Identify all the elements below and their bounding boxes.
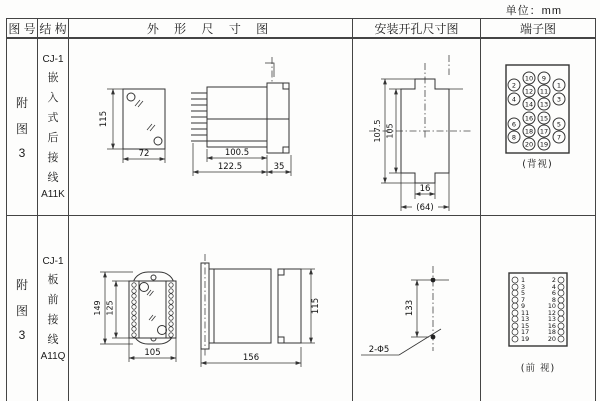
vertical-text-line: 线 <box>47 333 59 346</box>
dim-total-depth: 156 <box>242 353 260 363</box>
cutout-drawing-a11k <box>353 39 480 216</box>
dim-front-height: 115 <box>99 110 109 128</box>
terminal-num: 13 <box>547 315 556 324</box>
vertical-text-line: 板 <box>47 273 59 286</box>
vertical-text-line: 接 <box>47 313 59 326</box>
vertical-text-line: 附 <box>15 96 28 110</box>
dim-body-height: 125 <box>105 300 115 316</box>
header-figure-no: 图 号 <box>7 19 38 39</box>
terminal-num: 1 <box>556 81 562 90</box>
holes-drawing-a11q <box>353 216 480 401</box>
terminal-num: 19 <box>521 335 530 344</box>
terminal-num: 16 <box>547 322 556 331</box>
terminal-num: 3 <box>556 95 562 104</box>
dim-body-depth: 100.5 <box>224 148 250 158</box>
figure-no-row1 <box>7 39 38 216</box>
header-terminal: 端子图 <box>481 19 596 39</box>
dim-total-depth: 122.5 <box>217 162 243 172</box>
vertical-text-line: 附 <box>15 277 28 292</box>
outline-diagram-row2 <box>69 216 353 401</box>
terminal-num: 8 <box>511 133 517 142</box>
terminal-num: 20 <box>547 335 556 344</box>
dim-notch-width: 16 <box>419 184 431 194</box>
dim-front-width: 105 <box>144 348 161 358</box>
terminal-num: 2 <box>551 276 556 285</box>
dim-front-width: 72 <box>138 149 150 159</box>
dim-inner-height: 105 <box>385 123 395 139</box>
terminal-num: 13 <box>539 100 549 109</box>
dim-outer-height: 107.5 <box>373 119 382 143</box>
terminal-num: 18 <box>524 127 534 136</box>
vertical-text-line: CJ-1 <box>42 54 64 65</box>
dim-hole-spacing: 133 <box>405 299 415 317</box>
install-diagram-row1 <box>353 39 481 216</box>
terminal-diagram-row2 <box>481 216 596 401</box>
terminal-num: 4 <box>551 283 556 292</box>
terminal-front-view <box>481 216 595 401</box>
terminal-num: 13 <box>521 315 530 324</box>
terminal-num: 11 <box>539 87 549 96</box>
dim-hole-spec: 2-Φ5 <box>368 345 390 355</box>
vertical-text-line: 前 <box>47 293 59 306</box>
vertical-text-line: CJ-1 <box>42 255 64 267</box>
vertical-text-line: 图 <box>15 303 28 318</box>
view-caption-front: (前 视) <box>520 363 556 374</box>
structure-row1 <box>38 39 69 216</box>
terminal-back-view <box>481 39 595 216</box>
terminal-num: 10 <box>547 302 556 311</box>
terminal-num: 5 <box>521 289 526 298</box>
terminal-num: 18 <box>547 328 556 337</box>
dim-plate-height: 149 <box>93 300 102 316</box>
vertical-text-line: 嵌 <box>47 72 59 84</box>
vertical-text-line: 线 <box>47 172 59 184</box>
dim-flange-depth: 35 <box>273 162 285 172</box>
install-diagram-row2 <box>353 216 481 401</box>
terminal-num: 16 <box>524 114 534 123</box>
terminal-num: 15 <box>521 322 530 331</box>
vertical-text-line: A11Q <box>40 350 66 362</box>
vertical-text-line: 3 <box>18 327 26 342</box>
terminal-num: 9 <box>521 302 526 311</box>
terminal-num: 7 <box>521 296 526 305</box>
outline-diagram-row1 <box>69 39 353 216</box>
outline-drawing-a11k <box>69 39 352 216</box>
structure-row2 <box>38 216 69 401</box>
figure-no-row2 <box>7 216 38 401</box>
terminal-num: 1 <box>521 276 526 285</box>
unit-label: 单位：mm <box>505 5 562 17</box>
terminal-num: 11 <box>521 309 530 318</box>
view-caption-back: (背视) <box>522 159 553 170</box>
terminal-num: 12 <box>547 309 556 318</box>
terminal-num: 7 <box>556 133 562 142</box>
vertical-text-line: 接 <box>47 152 59 164</box>
dim-overall-width: (64) <box>416 203 434 213</box>
terminal-num: 10 <box>524 74 534 83</box>
terminal-num: 6 <box>551 289 556 298</box>
outline-drawing-a11q <box>69 216 352 401</box>
vertical-text-line: A11K <box>41 189 65 200</box>
terminal-num: 4 <box>511 95 517 104</box>
header-install: 安装开孔尺寸图 <box>353 19 481 39</box>
dim-rear-height: 115 <box>311 297 321 315</box>
terminal-num: 12 <box>524 87 534 96</box>
terminal-num: 17 <box>521 328 530 337</box>
header-outline: 外 形 尺 寸 图 <box>69 19 353 39</box>
vertical-text-line: 3 <box>18 146 26 160</box>
spec-table <box>6 18 596 401</box>
vertical-text-line: 后 <box>47 132 59 144</box>
terminal-diagram-row1 <box>481 39 596 216</box>
terminal-num: 5 <box>556 120 562 129</box>
terminal-num: 20 <box>524 140 534 149</box>
terminal-num: 2 <box>511 81 517 90</box>
vertical-text-line: 式 <box>47 112 59 124</box>
vertical-text-line: 入 <box>47 92 59 104</box>
terminal-num: 6 <box>511 120 517 129</box>
terminal-num: 3 <box>521 283 526 292</box>
terminal-num: 9 <box>541 74 547 83</box>
terminal-num: 19 <box>539 140 549 149</box>
header-structure: 结 构 <box>38 19 69 39</box>
terminal-num: 17 <box>539 127 549 136</box>
vertical-text-line: 图 <box>15 122 28 136</box>
terminal-num: 15 <box>539 114 549 123</box>
terminal-num: 14 <box>524 100 534 109</box>
terminal-num: 8 <box>551 296 556 305</box>
